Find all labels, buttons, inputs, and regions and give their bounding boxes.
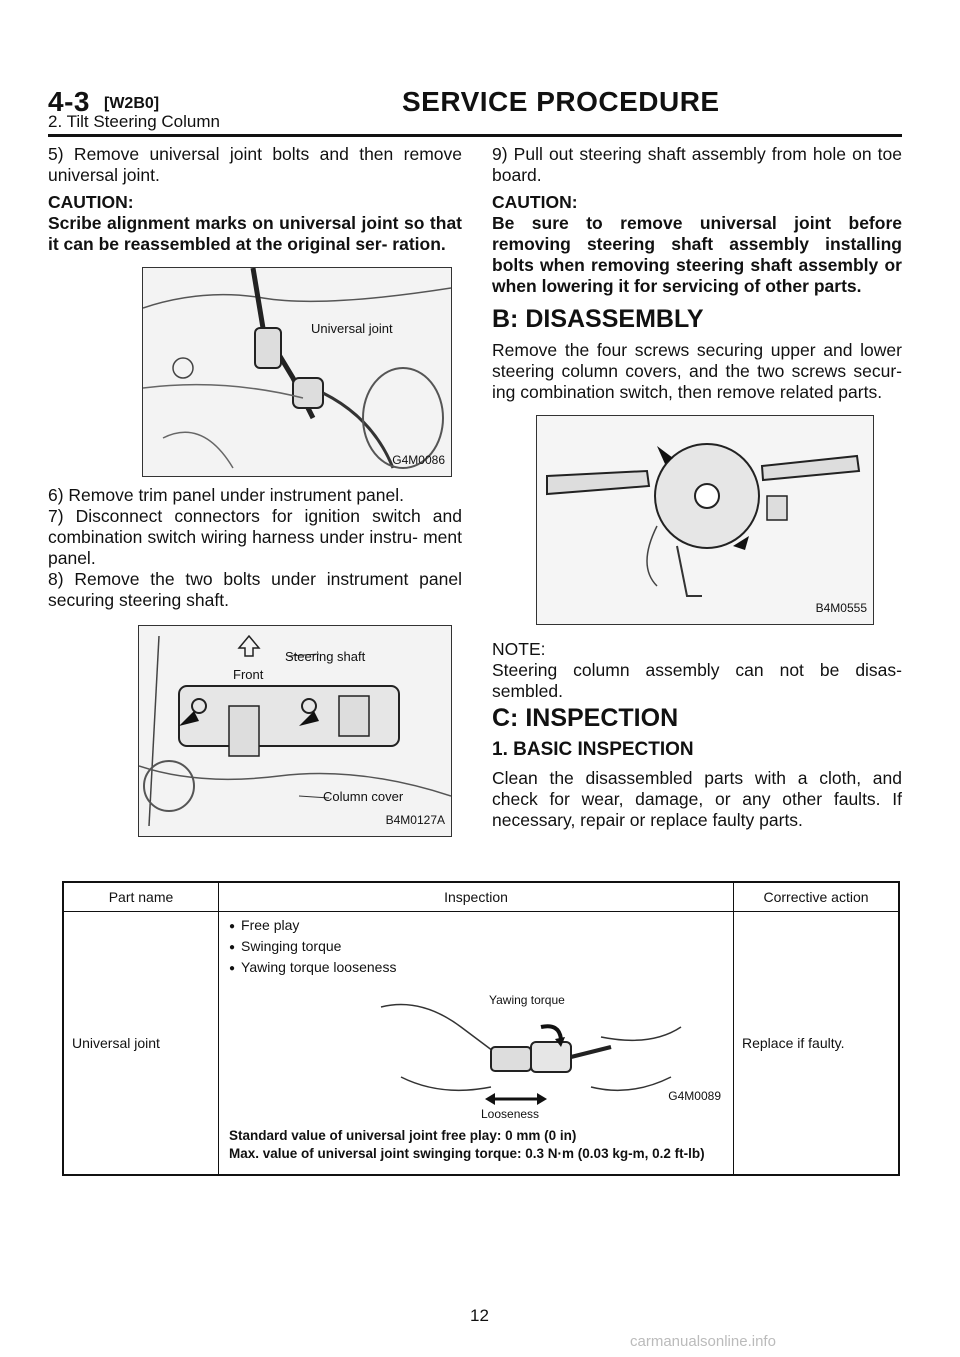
label-column-cover: Column cover bbox=[323, 789, 404, 804]
left-column bbox=[48, 144, 462, 837]
note-text: Steering column assembly can not be disas- sembled. bbox=[492, 660, 902, 701]
figure-universal-joint-torque bbox=[361, 987, 721, 1123]
right-column bbox=[492, 144, 902, 837]
step-9: 9) Pull out steering shaft assembly from hole on toe board. bbox=[492, 144, 902, 185]
page-subtitle: 2. Tilt Steering Column bbox=[48, 112, 220, 131]
step-6: 6) Remove trim panel under instrument panel. bbox=[48, 485, 405, 505]
watermark: carmanualsonline.info bbox=[630, 1333, 776, 1350]
inspection-table bbox=[62, 881, 900, 1176]
cell-part: Universal joint bbox=[63, 912, 219, 1176]
label-yawing-torque: Yawing torque bbox=[489, 993, 565, 1007]
list-item: ● Swinging torque bbox=[229, 937, 723, 958]
cell-action: Replace if faulty. bbox=[734, 912, 900, 1176]
page-title: SERVICE PROCEDURE bbox=[402, 86, 720, 117]
caution-text: Be sure to remove universal joint before removing steering shaft assembly installing bolts when removing steering shaft assembly or when lowering it for servicing of other parts. bbox=[492, 213, 902, 296]
figure-steering-shaft bbox=[138, 625, 452, 837]
col-inspection: Inspection bbox=[219, 882, 734, 912]
standard-value-free-play: Standard value of universal joint free play: 0 mm (0 in) bbox=[229, 1128, 577, 1143]
heading-basic-inspection: 1. BASIC INSPECTION bbox=[492, 739, 694, 760]
max-value-swinging-torque: Max. value of universal joint swinging torque: 0.3 N·m (0.03 kg-m, 0.2 ft-lb) bbox=[229, 1146, 705, 1161]
section-number: 4-3 bbox=[48, 86, 90, 117]
universal-joint-illustration bbox=[143, 268, 451, 476]
cell-inspection bbox=[219, 912, 734, 1176]
list-item: ● Free play bbox=[229, 916, 723, 937]
step-7: 7) Disconnect connectors for ignition switch and combination switch wiring harness under instru- ment panel. bbox=[48, 506, 462, 568]
figure-code: B4M0127A bbox=[385, 813, 445, 827]
section-code: [W2B0] bbox=[104, 95, 160, 112]
step-5: 5) Remove universal joint bolts and then remove universal joint. bbox=[48, 144, 462, 185]
label-universal-joint: Universal joint bbox=[311, 321, 393, 336]
heading-inspection: C: INSPECTION bbox=[492, 704, 679, 732]
inspection-list bbox=[229, 916, 723, 979]
figure-universal-joint bbox=[142, 267, 452, 477]
label-looseness: Looseness bbox=[481, 1107, 540, 1121]
table-row bbox=[63, 912, 899, 1176]
label-front: Front bbox=[233, 667, 264, 682]
heading-disassembly: B: DISASSEMBLY bbox=[492, 305, 704, 333]
step-8: 8) Remove the two bolts under instrument panel securing steering shaft. bbox=[48, 569, 462, 610]
disassembly-text: Remove the four screws securing upper and lower steering column covers, and the two screws secur- ing combination switch, then remove related parts. bbox=[492, 340, 902, 402]
torque-illustration bbox=[361, 987, 721, 1123]
table-header-row bbox=[63, 882, 899, 912]
header-rule bbox=[48, 134, 902, 137]
figure-code: B4M0555 bbox=[815, 601, 867, 615]
col-part-name: Part name bbox=[63, 882, 219, 912]
page-number: 12 bbox=[470, 1306, 489, 1325]
caution-label: CAUTION: bbox=[48, 192, 134, 212]
list-item: ● Yawing torque looseness bbox=[229, 958, 723, 979]
combination-switch-illustration bbox=[537, 416, 873, 624]
caution-text: Scribe alignment marks on universal joint so that it can be reassembled at the original ser- ration. bbox=[48, 213, 462, 254]
caution-label: CAUTION: bbox=[492, 192, 578, 212]
figure-code: G4M0086 bbox=[392, 453, 445, 467]
col-corrective-action: Corrective action bbox=[734, 882, 900, 912]
note-label: NOTE: bbox=[492, 639, 546, 659]
figure-combination-switch bbox=[536, 415, 874, 625]
label-steering-shaft: Steering shaft bbox=[285, 649, 366, 664]
inspection-text: Clean the disassembled parts with a cloth, and check for wear, damage, or any other faults. If necessary, repair or replace faulty parts. bbox=[492, 768, 902, 830]
figure-code: G4M0089 bbox=[668, 1089, 721, 1103]
